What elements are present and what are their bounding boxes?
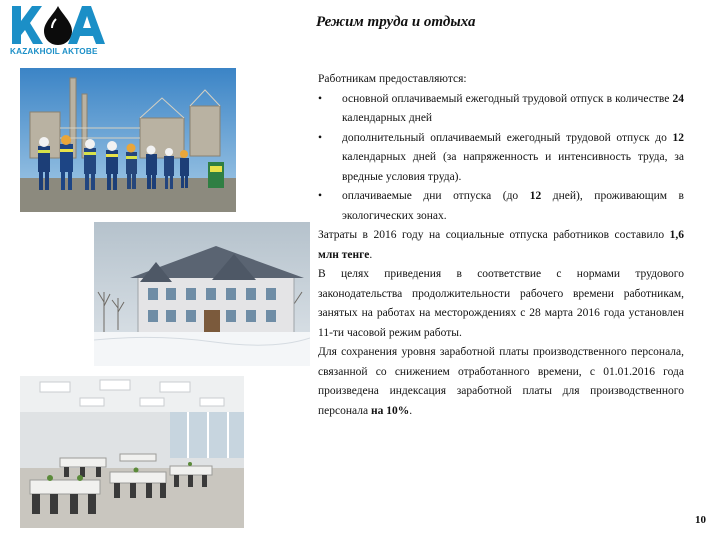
logo-subtitle: KAZAKHOIL AKTOBE (10, 47, 98, 56)
body-text (318, 70, 684, 421)
salary-paragraph: Для сохранения уровня заработной платы производственного персонала, связанной со снижением отработанного времени, с 01.01.2016 года произведена индексация заработной платы для производственного персонала на 10%. (318, 346, 684, 417)
benefits-list (318, 90, 684, 227)
list-item: • основной оплачиваемый ежегодный трудовой отпуск в количестве 24 календарных дней (318, 90, 684, 129)
list-item: • оплачиваемые дни отпуска (до 12 дней), проживающим в экологических зонах. (318, 187, 684, 226)
page-title: Режим труда и отдыха (316, 14, 476, 30)
list-item: • дополнительный оплачиваемый ежегодный трудовой отпуск до 12 календарных дней (за напряженность и интенсивность труда, за вредные условия труда). (318, 129, 684, 188)
bullet-icon: • (318, 190, 323, 202)
logo-mark (10, 4, 106, 46)
workers-photo (20, 68, 236, 212)
intro-text: Работникам предоставляются: (318, 73, 467, 85)
bullet-icon: • (318, 92, 323, 105)
bullet-icon: • (318, 131, 323, 144)
page-number: 10 (695, 514, 706, 526)
work-hours-paragraph: В целях приведения в соответствие с нормами трудового законодательства продолжительности рабочего времени работникам, занятых на работах на месторождениях с 28 марта 2016 года установлен 11-ти часовой режим работы. (318, 268, 684, 339)
company-logo (8, 4, 108, 60)
canteen-photo (20, 376, 244, 528)
costs-paragraph: Затраты в 2016 году на социальные отпуска работников составило 1,6 млн тенге. (318, 229, 684, 261)
building-photo (94, 222, 310, 366)
